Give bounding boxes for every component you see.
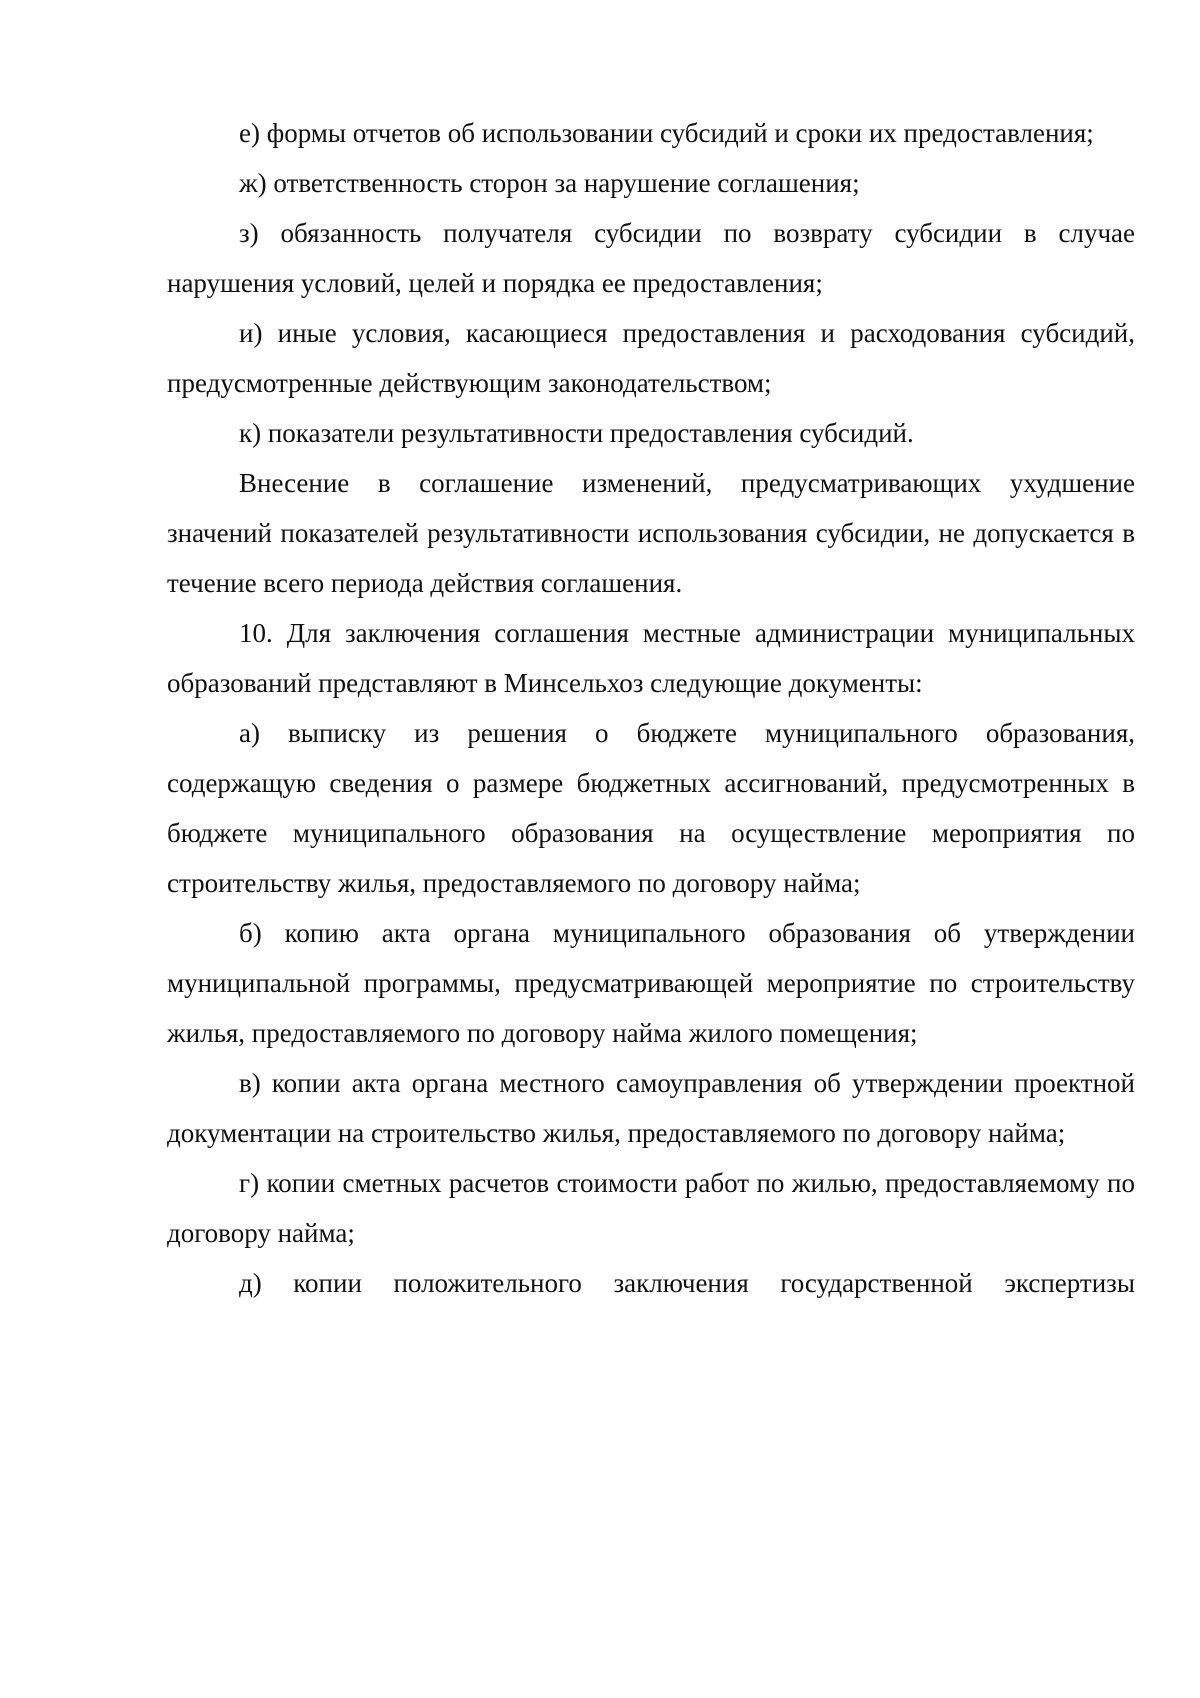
- paragraph-z: з) обязанность получателя субсидии по возврату субсидии в случае нарушения условий, целей и порядка ее предоставления;: [167, 218, 1135, 298]
- paragraph-a: а) выписку из решения о бюджете муниципального образования, содержащую сведения о размере бюджетных ассигнований, предусмотренных в бюджете муниципального образования на осуществление мероприятия по строительству жилья, предоставляемого по договору найма;: [167, 718, 1135, 898]
- paragraph-e: е) формы отчетов об использовании субсидий и сроки их предоставления;: [239, 118, 1094, 148]
- paragraph-i: и) иные условия, касающиеся предоставления и расходования субсидий, предусмотренные действующим законодательством;: [167, 318, 1135, 398]
- paragraph-10: 10. Для заключения соглашения местные администрации муниципальных образований представляют в Минсельхоз следующие документы:: [167, 618, 1135, 698]
- paragraph-k: к) показатели результативности предоставления субсидий.: [239, 418, 914, 448]
- paragraph-zh: ж) ответственность сторон за нарушение соглашения;: [239, 168, 860, 198]
- paragraph-amendment: Внесение в соглашение изменений, предусматривающих ухудшение значений показателей результативности использования субсидии, не допускается в течение всего периода действия соглашения.: [167, 468, 1135, 598]
- document-body: [167, 108, 1135, 1308]
- paragraph-d: д) копии положительного заключения государственной экспертизы: [239, 1268, 1135, 1298]
- paragraph-b: б) копию акта органа муниципального образования об утверждении муниципальной программы, предусматривающей мероприятие по строительству жилья, предоставляемого по договору найма жилого помещения;: [167, 918, 1135, 1048]
- paragraph-v: в) копии акта органа местного самоуправления об утверждении проектной документации на строительство жилья, предоставляемого по договору найма;: [167, 1068, 1135, 1148]
- paragraph-g: г) копии сметных расчетов стоимости работ по жилью, предоставляемому по договору найма;: [167, 1168, 1135, 1248]
